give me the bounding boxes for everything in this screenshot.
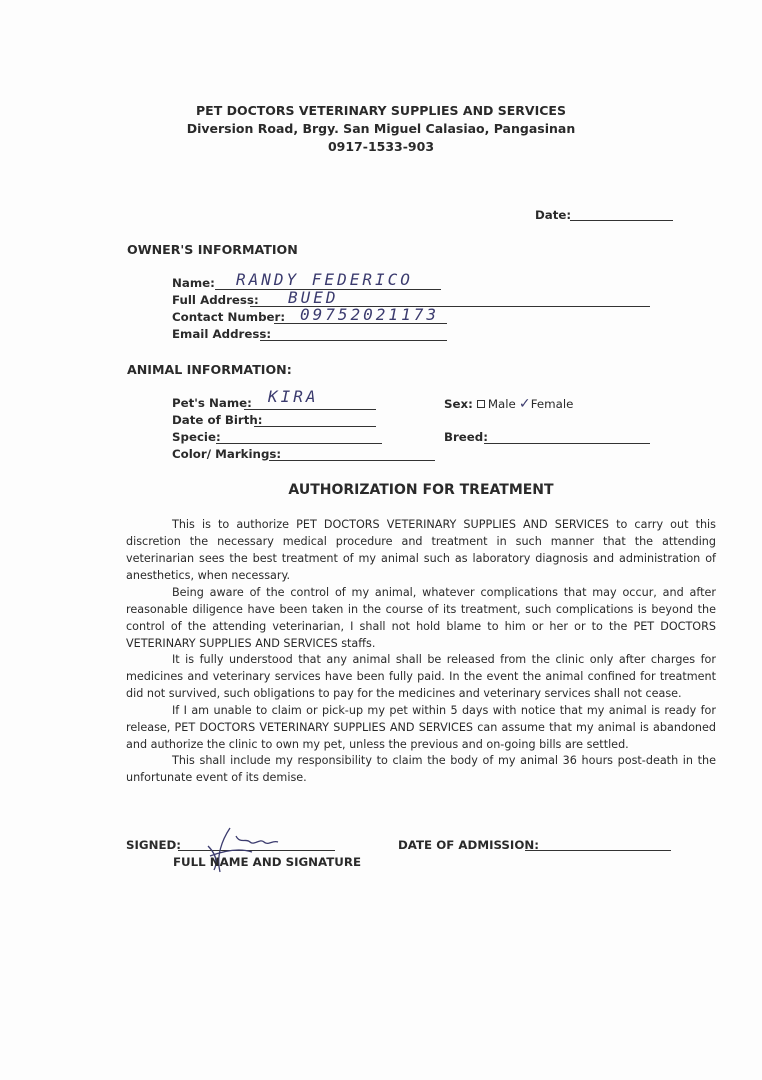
authorization-paragraph-4: If I am unable to claim or pick-up my pet within 5 days with notice that my animal is ready for release, PET DOCTORS VETERINARY SUPPLIES AND SERVICES can assume that my animal is abandoned and authorize the clinic to own my pet, unless the previous and on-going bills are settled. [126, 704, 716, 751]
color-markings-line[interactable] [269, 460, 435, 461]
male-option-label: Male [487, 397, 516, 411]
animal-section-title: ANIMAL INFORMATION: [127, 362, 292, 377]
owner-email-line[interactable] [260, 340, 447, 341]
owner-contact-value: 09752021173 [300, 305, 439, 324]
date-of-admission-label: DATE OF ADMISSION: [398, 838, 539, 852]
specie-line[interactable] [216, 443, 382, 444]
company-name: PET DOCTORS VETERINARY SUPPLIES AND SERVICES [196, 103, 566, 118]
female-checkbox[interactable]: ✓ [518, 396, 531, 412]
date-of-admission-line[interactable] [525, 850, 671, 851]
signed-label: SIGNED: [126, 838, 182, 852]
owner-section-title: OWNER'S INFORMATION [127, 242, 298, 257]
color-markings-label: Color/ Markings: [172, 447, 282, 461]
owner-address-label: Full Address: [172, 293, 259, 307]
sex-label: Sex: [444, 397, 473, 411]
breed-line[interactable] [484, 443, 650, 444]
owner-email-label: Email Address: [172, 327, 272, 341]
owner-address-value: BUED [288, 288, 339, 307]
handwritten-signature [196, 822, 296, 882]
dob-line[interactable] [254, 426, 376, 427]
company-address: Diversion Road, Brgy. San Miguel Calasiao, Pangasinan [186, 121, 576, 136]
company-phone: 0917-1533-903 [327, 139, 435, 154]
specie-label: Specie: [172, 430, 221, 444]
male-checkbox[interactable] [477, 400, 485, 408]
sex-field [444, 396, 573, 412]
authorization-paragraph-2: Being aware of the control of my animal, whatever complications that may occur, and after reasonable diligence have been taken in the course of its treatment, such complications is beyond the control of the attending veterinarian, I shall not hold blame to him or her or to the PET DOCTORS VETERINARY SUPPLIES AND SERVICES staffs. [126, 586, 716, 650]
owner-name-label: Name: [172, 276, 215, 290]
pet-name-label: Pet's Name: [172, 396, 252, 410]
pet-name-value: KIRA [268, 387, 319, 406]
authorization-paragraph-3: It is fully understood that any animal shall be released from the clinic only after charges for medicines and veterinary services have been fully paid. In the event the animal confined for treatment did not survived, such obligations to pay for the medicines and veterinary services shall not cease. [126, 653, 716, 700]
authorization-paragraph-5: This shall include my responsibility to claim the body of my animal 36 hours post-death in the unfortunate event of its demise. [126, 754, 716, 784]
owner-contact-label: Contact Number: [172, 310, 286, 324]
date-field-line[interactable] [570, 220, 673, 221]
pet-name-line[interactable] [244, 409, 376, 410]
owner-name-value: RANDY FEDERICO [236, 270, 413, 289]
authorization-paragraph-1: This is to authorize PET DOCTORS VETERINARY SUPPLIES AND SERVICES to carry out this discretion the necessary medical procedure and treatment in such manner that the attending veterinarian sees the best treatment of my animal such as laboratory diagnosis and administration of anesthetics, when necessary. [126, 518, 716, 582]
signature-caption: FULL NAME AND SIGNATURE [173, 855, 362, 869]
authorization-title: AUTHORIZATION FOR TREATMENT [288, 482, 554, 498]
date-label: Date: [535, 208, 572, 222]
breed-label: Breed: [444, 430, 488, 444]
dob-label: Date of Birth: [172, 413, 263, 427]
female-option-label: Female [530, 397, 574, 411]
